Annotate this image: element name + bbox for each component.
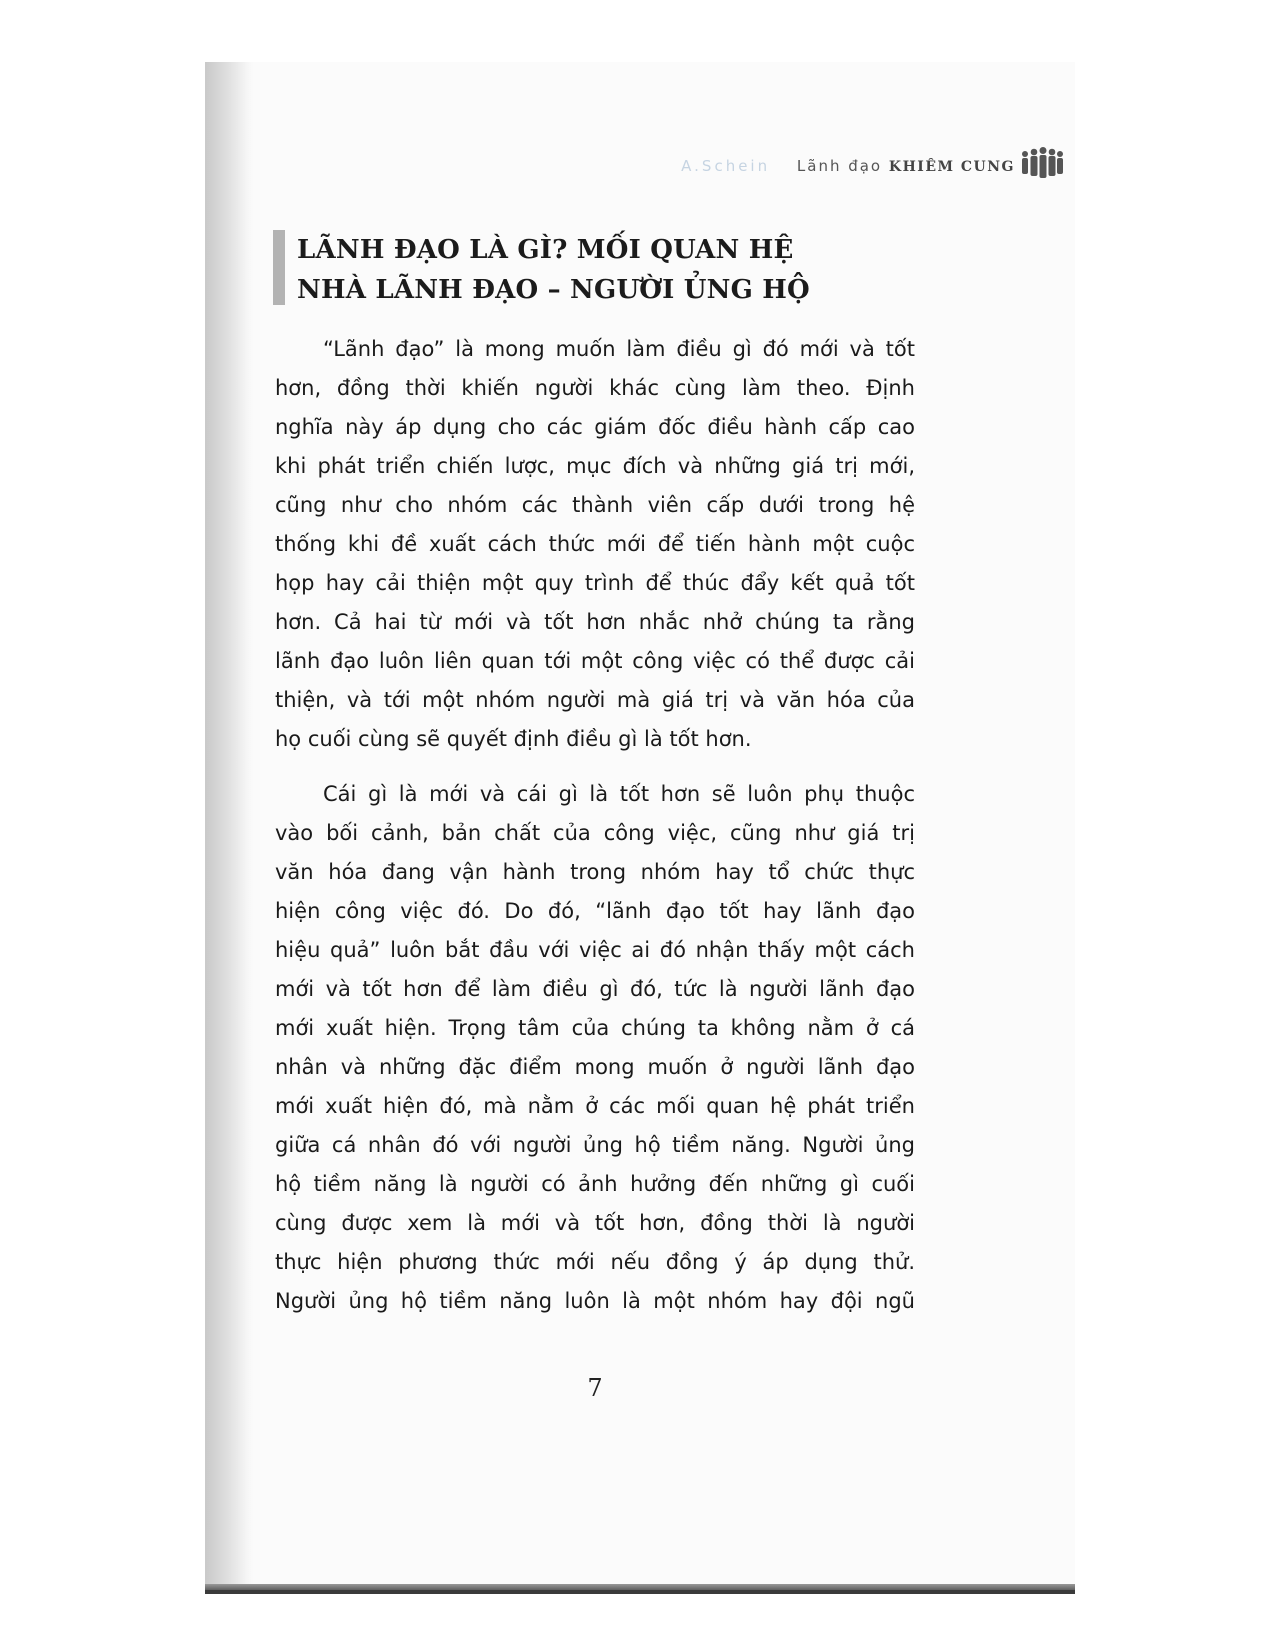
paragraph-line: hộ tiềm năng là người có ảnh hưởng đến những gì cuối bbox=[275, 1172, 915, 1196]
running-header bbox=[575, 157, 1015, 175]
paragraph-line: nhân và những đặc điểm mong muốn ở người lãnh đạo bbox=[275, 1055, 915, 1079]
heading-accent-bar bbox=[273, 230, 285, 305]
paragraph-line: lãnh đạo luôn liên quan tới một công việc có thể được cải bbox=[275, 649, 915, 673]
cover-bottom-edge bbox=[205, 1590, 1075, 1594]
paragraph-line: hơn. Cả hai từ mới và tốt hơn nhắc nhở chúng ta rằng bbox=[275, 610, 915, 634]
paragraph-line: họ cuối cùng sẽ quyết định điều gì là tốt hơn. bbox=[275, 727, 752, 751]
book-title-bold: KHIÊM CUNG bbox=[888, 159, 1015, 175]
bleed-through-text: A.Schein bbox=[681, 157, 771, 175]
book-title-prefix: Lãnh đạo bbox=[796, 157, 883, 175]
paragraph-line: vào bối cảnh, bản chất của công việc, cũng như giá trị bbox=[275, 821, 915, 845]
paragraph-line: mới xuất hiện đó, mà nằm ở các mối quan hệ phát triển bbox=[275, 1094, 915, 1118]
paragraph-gap bbox=[275, 759, 915, 775]
section-heading bbox=[297, 230, 997, 310]
paragraph-line: khi phát triển chiến lược, mục đích và những giá trị mới, bbox=[275, 454, 915, 478]
paragraph-line: hiện công việc đó. Do đó, “lãnh đạo tốt hay lãnh đạo bbox=[275, 899, 915, 923]
heading-line-2: NHÀ LÃNH ĐẠO – NGƯỜI ỦNG HỘ bbox=[297, 275, 810, 305]
paragraph-line: mới và tốt hơn để làm điều gì đó, tức là người lãnh đạo bbox=[275, 977, 915, 1001]
book-page bbox=[205, 62, 1075, 1592]
paragraph-line: nghĩa này áp dụng cho các giám đốc điều hành cấp cao bbox=[275, 415, 915, 439]
paragraph-line: Người ủng hộ tiềm năng luôn là một nhóm hay đội ngũ bbox=[275, 1289, 915, 1313]
spine-shadow bbox=[205, 62, 253, 1592]
paragraph-line: Cái gì là mới và cái gì là tốt hơn sẽ luôn phụ thuộc bbox=[323, 782, 915, 806]
paragraph-line: văn hóa đang vận hành trong nhóm hay tổ chức thực bbox=[275, 860, 915, 884]
page-number: 7 bbox=[587, 1374, 603, 1402]
people-group-icon bbox=[1017, 147, 1065, 183]
paragraph-line: thực hiện phương thức mới nếu đồng ý áp dụng thử. bbox=[275, 1250, 915, 1274]
paragraph-line: thiện, và tới một nhóm người mà giá trị và văn hóa của bbox=[275, 688, 915, 712]
paragraph-line: giữa cá nhân đó với người ủng hộ tiềm năng. Người ủng bbox=[275, 1133, 915, 1157]
paragraph-line: mới xuất hiện. Trọng tâm của chúng ta không nằm ở cá bbox=[275, 1016, 915, 1040]
paragraph-line: thống khi đề xuất cách thức mới để tiến hành một cuộc bbox=[275, 532, 915, 556]
paragraph-line: hơn, đồng thời khiến người khác cùng làm theo. Định bbox=[275, 376, 915, 400]
paragraph-line: cùng được xem là mới và tốt hơn, đồng thời là người bbox=[275, 1211, 915, 1235]
paragraph-line: “Lãnh đạo” là mong muốn làm điều gì đó mới và tốt bbox=[323, 337, 915, 361]
paragraph-line: họp hay cải thiện một quy trình để thúc đẩy kết quả tốt bbox=[275, 571, 915, 595]
paragraph-line: hiệu quả” luôn bắt đầu với việc ai đó nhận thấy một cách bbox=[275, 938, 915, 962]
paragraph-line: cũng như cho nhóm các thành viên cấp dưới trong hệ bbox=[275, 493, 915, 517]
heading-line-1: LÃNH ĐẠO LÀ GÌ? MỐI QUAN HỆ bbox=[297, 235, 794, 265]
body-text bbox=[275, 330, 915, 1321]
